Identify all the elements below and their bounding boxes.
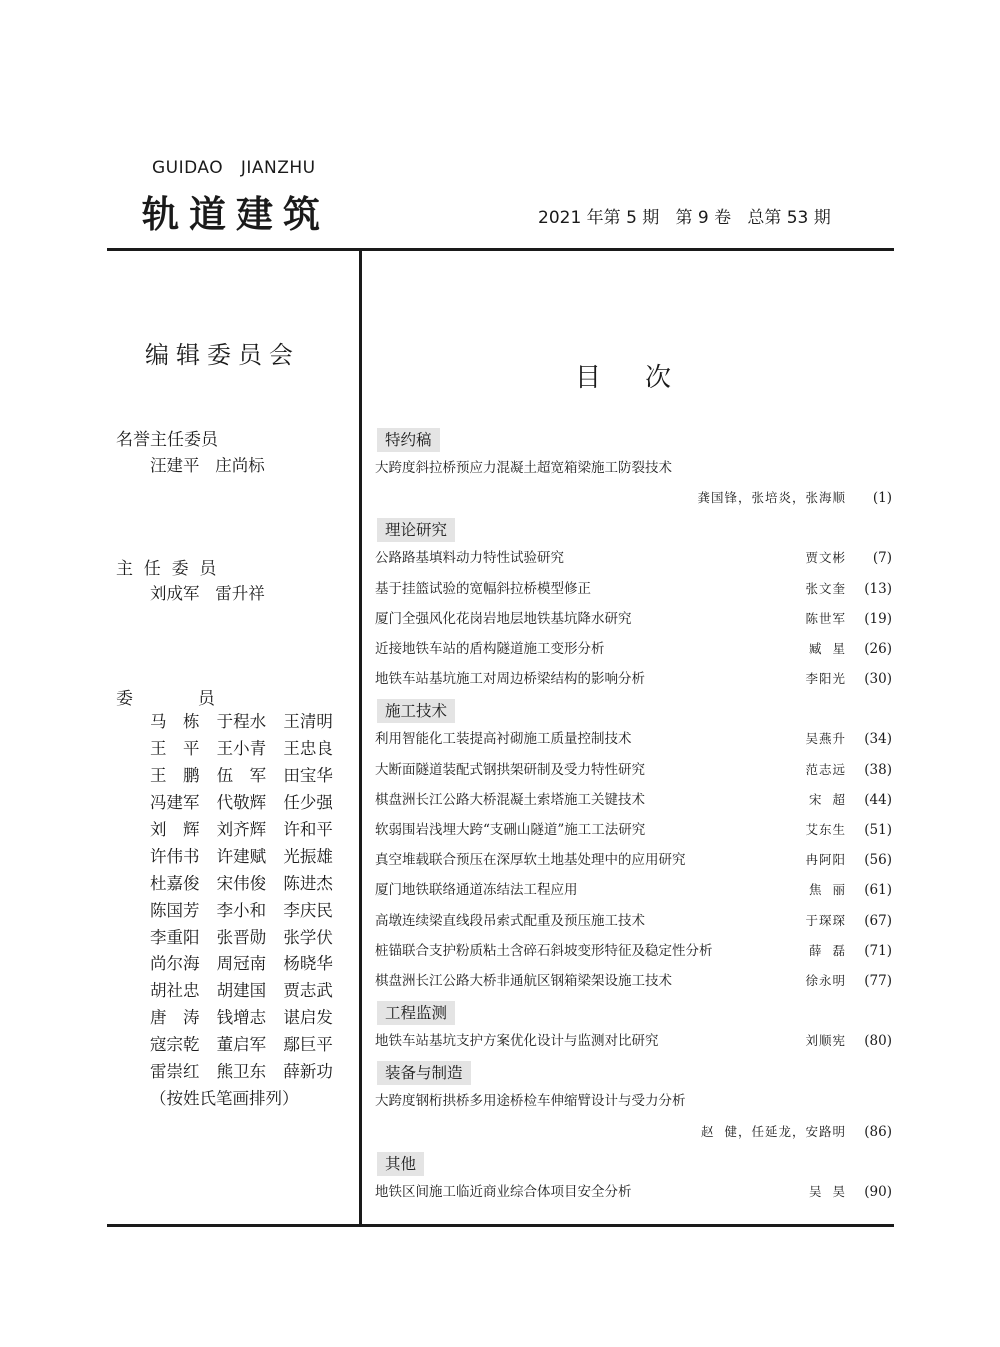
toc-entry[interactable] [375,910,892,932]
member-row [150,1030,350,1057]
article-page: (1) [872,490,892,507]
article-authors: 赵 健，任延龙，安路明 [701,1123,846,1139]
article-title: 真空堆载联合预压在深厚软土地基处理中的应用研究 [375,852,686,869]
article-page: (77) [864,973,892,989]
article-title: 棋盘洲长江公路大桥混凝土索塔施工关键技术 [375,791,645,808]
member-name: 许伟书 [150,846,200,866]
member-row [150,976,350,1003]
article-authors: 冉阿阳 [805,852,846,868]
article-authors: 陈世军 [805,610,846,626]
member-name: 胡社忠 [150,981,200,1001]
toc-entry-byline [375,1121,892,1143]
toc-entry[interactable] [375,759,892,781]
member-name: 冯建军 [150,793,200,813]
member-name: 谌启发 [283,1008,333,1028]
article-authors: 吴燕升 [805,731,846,747]
member-name: 代敬辉 [216,793,267,813]
director-names: 刘成军 雷升祥 [150,584,265,603]
toc-entry[interactable] [375,457,892,479]
member-name: 周冠南 [216,954,267,974]
director-role: 主 任 委 员 [116,559,217,579]
bottom-rule [107,1224,894,1227]
section-heading: 工程监测 [377,1001,455,1025]
article-page: (19) [864,610,892,627]
article-title: 大断面隧道装配式钢拱架研制及受力特性研究 [375,761,645,778]
member-row [150,922,350,949]
article-title: 地铁区间施工临近商业综合体项目安全分析 [375,1183,632,1200]
article-page: (44) [864,791,892,808]
journal-pinyin-title: GUIDAO JIANZHU [152,158,316,178]
member-name: 寇宗乾 [150,1035,200,1055]
member-name: 陈国芳 [150,900,200,920]
issue-info: 2021 年第 5 期 第 9 卷 总第 53 期 [538,208,831,228]
article-title: 厦门全强风化花岗岩地层地铁基坑降水研究 [375,610,632,627]
article-title: 公路路基填料动力特性试验研究 [375,550,564,567]
member-name: 李小和 [216,900,267,920]
member-row [150,734,350,761]
toc-entry[interactable] [375,578,892,600]
toc-entry[interactable] [375,789,892,811]
article-page: (61) [864,882,892,899]
column-divider [359,251,362,1224]
member-name: 许建赋 [216,846,267,866]
member-name: 王清明 [283,712,333,732]
article-title: 地铁车站基坑施工对周边桥梁结构的影响分析 [375,671,645,688]
member-name: 李重阳 [150,927,200,947]
member-name: 董启军 [216,1035,267,1055]
member-name: 钱增志 [216,1008,267,1028]
article-title: 桩锚联合支护粉质粘土含碎石斜坡变形特征及稳定性分析 [375,942,713,959]
committee-title: 编辑委员会 [145,341,300,369]
article-authors: 龚国锋，张培炎，张海顺 [697,490,846,506]
article-title: 棋盘洲长江公路大桥非通航区钢箱梁架设施工技术 [375,973,672,989]
member-name: 贾志武 [283,981,333,1001]
member-name: 张晋勋 [216,927,267,947]
member-name: 许和平 [283,820,333,839]
member-name: 胡建国 [216,981,267,1001]
article-authors: 艾东生 [805,822,846,837]
toc-entry[interactable] [375,1090,892,1112]
member-name: 陈进杰 [283,873,333,893]
article-title: 大跨度斜拉桥预应力混凝土超宽箱梁施工防裂技术 [375,460,672,476]
member-name: 薛新功 [283,1062,333,1082]
article-authors: 李阳光 [805,671,846,687]
member-name: 王 鹏 [150,766,200,786]
member-name: 刘 辉 [150,820,200,839]
toc-entry[interactable] [375,940,892,962]
member-name: 刘齐辉 [216,820,267,839]
member-name: 鄢巨平 [283,1035,333,1055]
member-row [150,1057,350,1084]
member-name: 田宝华 [283,766,333,786]
article-page: (56) [864,852,892,869]
toc-entry[interactable] [375,638,892,660]
members-role: 委 员 [116,689,215,709]
toc-entry[interactable] [375,1181,892,1203]
member-row [150,949,350,976]
article-title: 厦门地铁联络通道冻结法工程应用 [375,882,578,899]
member-name: 任少强 [283,793,333,813]
honorary-director-names: 汪建平 庄尚标 [150,456,265,475]
toc-entry[interactable] [375,879,892,901]
article-title: 大跨度钢桁拱桥多用途桥检车伸缩臂设计与受力分析 [375,1093,686,1110]
toc-entry[interactable] [375,970,892,992]
journal-title: 轨道建筑 [142,193,330,236]
article-authors: 吴 昊 [809,1183,846,1199]
member-row [150,868,350,895]
article-page: (26) [864,641,892,657]
toc-entry[interactable] [375,849,892,871]
article-title: 高墩连续梁直线段吊索式配重及预压施工技术 [375,912,645,929]
section-heading: 特约稿 [377,428,440,452]
member-name: 伍 军 [216,766,267,786]
order-note: （按姓氏笔画排列） [150,1089,299,1108]
toc-entry-byline [375,487,892,509]
member-name: 雷崇红 [150,1062,200,1082]
article-authors: 范志远 [805,761,846,777]
section-heading: 装备与制造 [377,1061,471,1085]
honorary-director-role: 名誉主任委员 [116,430,218,450]
article-page: (80) [864,1033,892,1050]
section-heading: 其他 [377,1152,424,1176]
toc-entry[interactable] [375,668,892,690]
toc-entry[interactable] [375,819,892,841]
member-name: 马 栋 [150,712,200,732]
toc-entry[interactable] [375,608,892,630]
toc-title: 目次 [575,363,716,393]
article-page: (90) [864,1183,892,1200]
member-row [150,1003,350,1030]
member-name: 杨晓华 [283,954,333,974]
member-name: 王小青 [216,739,267,759]
article-page: (7) [872,550,892,567]
article-page: (30) [864,671,892,688]
member-name: 光振雄 [283,846,333,866]
member-row [150,788,350,815]
article-authors: 焦 丽 [809,882,846,898]
article-page: (13) [864,580,892,597]
article-page: (67) [864,912,892,929]
member-row [150,841,350,868]
article-authors: 刘顺宪 [805,1033,846,1049]
article-page: (34) [864,731,892,748]
section-heading: 理论研究 [377,518,455,542]
section-heading: 施工技术 [377,699,455,723]
article-authors: 宋 超 [809,791,846,807]
article-title: 软弱围岩浅埋大跨“支硎山隧道”施工工法研究 [375,822,646,838]
member-row [150,895,350,922]
toc-entry[interactable] [375,547,892,569]
member-list [150,707,350,1083]
member-name: 张学伏 [283,927,333,947]
member-name: 宋伟俊 [216,873,267,893]
member-row [150,707,350,734]
member-row [150,761,350,788]
member-row [150,815,350,842]
article-title: 基于挂篮试验的宽幅斜拉桥模型修正 [375,580,591,597]
member-name: 于程水 [216,712,267,732]
article-page: (86) [864,1123,892,1140]
article-page: (51) [864,822,892,838]
article-authors: 贾文彬 [805,550,846,566]
article-title: 地铁车站基坑支护方案优化设计与监测对比研究 [375,1033,659,1050]
toc-entry[interactable] [375,1030,892,1052]
article-authors: 徐永明 [805,973,846,988]
article-page: (71) [864,942,892,959]
article-authors: 于琛琛 [805,912,846,928]
article-authors: 薛 磊 [809,942,846,958]
member-name: 尚尔海 [150,954,200,974]
article-authors: 张文奎 [805,580,846,596]
toc-entry[interactable] [375,728,892,750]
member-name: 熊卫东 [216,1062,267,1082]
article-authors: 臧 星 [809,641,846,656]
member-name: 王 平 [150,739,200,759]
member-name: 杜嘉俊 [150,873,200,893]
article-title: 近接地铁车站的盾构隧道施工变形分析 [375,641,605,657]
member-name: 李庆民 [283,900,333,920]
member-name: 王忠良 [283,739,333,759]
article-title: 利用智能化工装提高衬砌施工质量控制技术 [375,731,632,748]
top-rule [107,248,894,251]
article-page: (38) [864,761,892,778]
member-name: 唐 涛 [150,1008,200,1028]
